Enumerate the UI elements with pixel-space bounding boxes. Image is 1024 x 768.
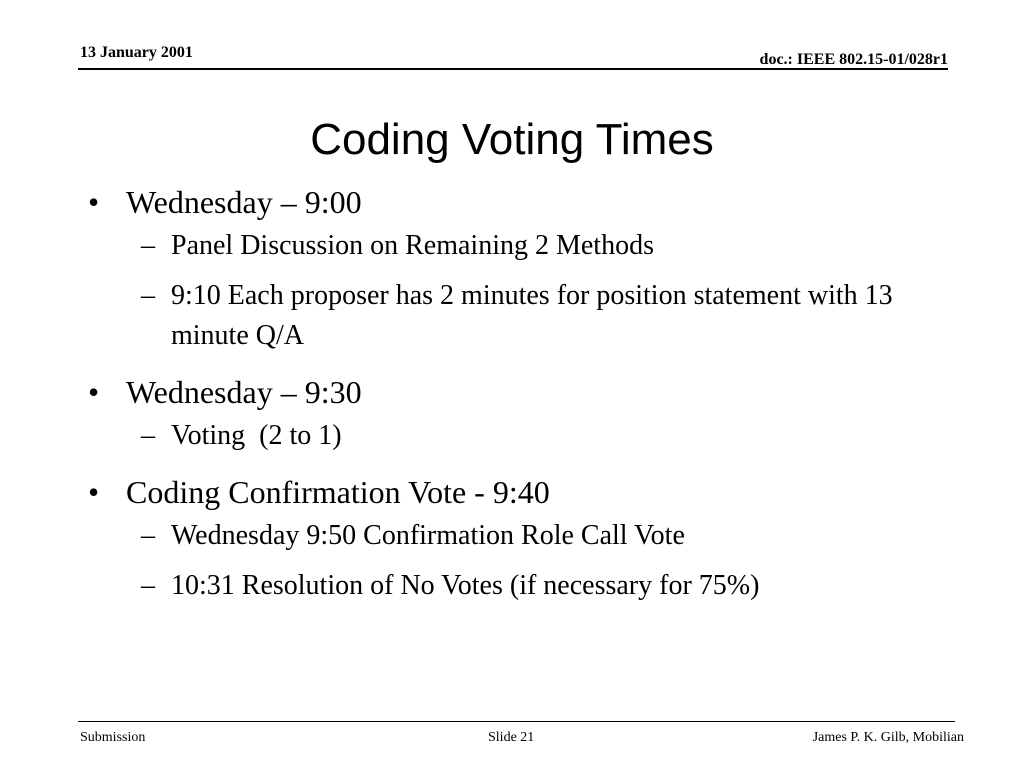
sub-bullet-marker: – bbox=[141, 420, 155, 451]
bullet-text: Wednesday – 9:30 bbox=[126, 374, 362, 410]
bullet-item bbox=[88, 368, 948, 456]
sub-bullet-item bbox=[126, 276, 948, 356]
sub-bullet-marker: – bbox=[141, 570, 155, 601]
sub-bullet-item bbox=[126, 516, 948, 556]
header-doc-id: doc.: IEEE 802.15-01/028r1 bbox=[759, 51, 948, 68]
bullet-text: Wednesday – 9:00 bbox=[126, 184, 362, 220]
sub-bullet-item bbox=[126, 226, 948, 266]
sub-bullet-text: 10:31 Resolution of No Votes (if necessary for 75%) bbox=[171, 570, 760, 601]
header-date: 13 January 2001 bbox=[80, 44, 193, 61]
slide-title: Coding Voting Times bbox=[310, 115, 714, 164]
sub-bullet-text: Panel Discussion on Remaining 2 Methods bbox=[171, 230, 654, 261]
bullet-marker: • bbox=[88, 474, 100, 510]
bullet-item bbox=[88, 468, 948, 606]
header-divider bbox=[78, 68, 948, 70]
sub-bullet-text: Wednesday 9:50 Confirmation Role Call Vote bbox=[171, 520, 685, 551]
sub-bullet-item bbox=[126, 416, 948, 456]
footer-author: James P. K. Gilb, Mobilian bbox=[812, 730, 964, 745]
sub-bullet-text: Voting (2 to 1) bbox=[171, 420, 342, 451]
footer-divider bbox=[78, 721, 955, 722]
bullet-marker: • bbox=[88, 184, 100, 220]
sub-bullet-item bbox=[126, 566, 948, 606]
sub-bullet-list bbox=[126, 416, 948, 456]
sub-bullet-text: 9:10 Each proposer has 2 minutes for position statement with 13 minute Q/A bbox=[171, 280, 893, 351]
sub-bullet-marker: – bbox=[141, 230, 155, 261]
sub-bullet-list bbox=[126, 226, 948, 356]
footer-slide-number: Slide 21 bbox=[488, 730, 535, 745]
bullet-text: Coding Confirmation Vote - 9:40 bbox=[126, 474, 550, 510]
footer-submission: Submission bbox=[80, 730, 146, 745]
sub-bullet-marker: – bbox=[141, 520, 155, 551]
bullet-item bbox=[88, 178, 948, 356]
sub-bullet-marker: – bbox=[141, 280, 155, 311]
sub-bullet-list bbox=[126, 516, 948, 606]
bullet-marker: • bbox=[88, 374, 100, 410]
bullet-list bbox=[88, 178, 948, 618]
